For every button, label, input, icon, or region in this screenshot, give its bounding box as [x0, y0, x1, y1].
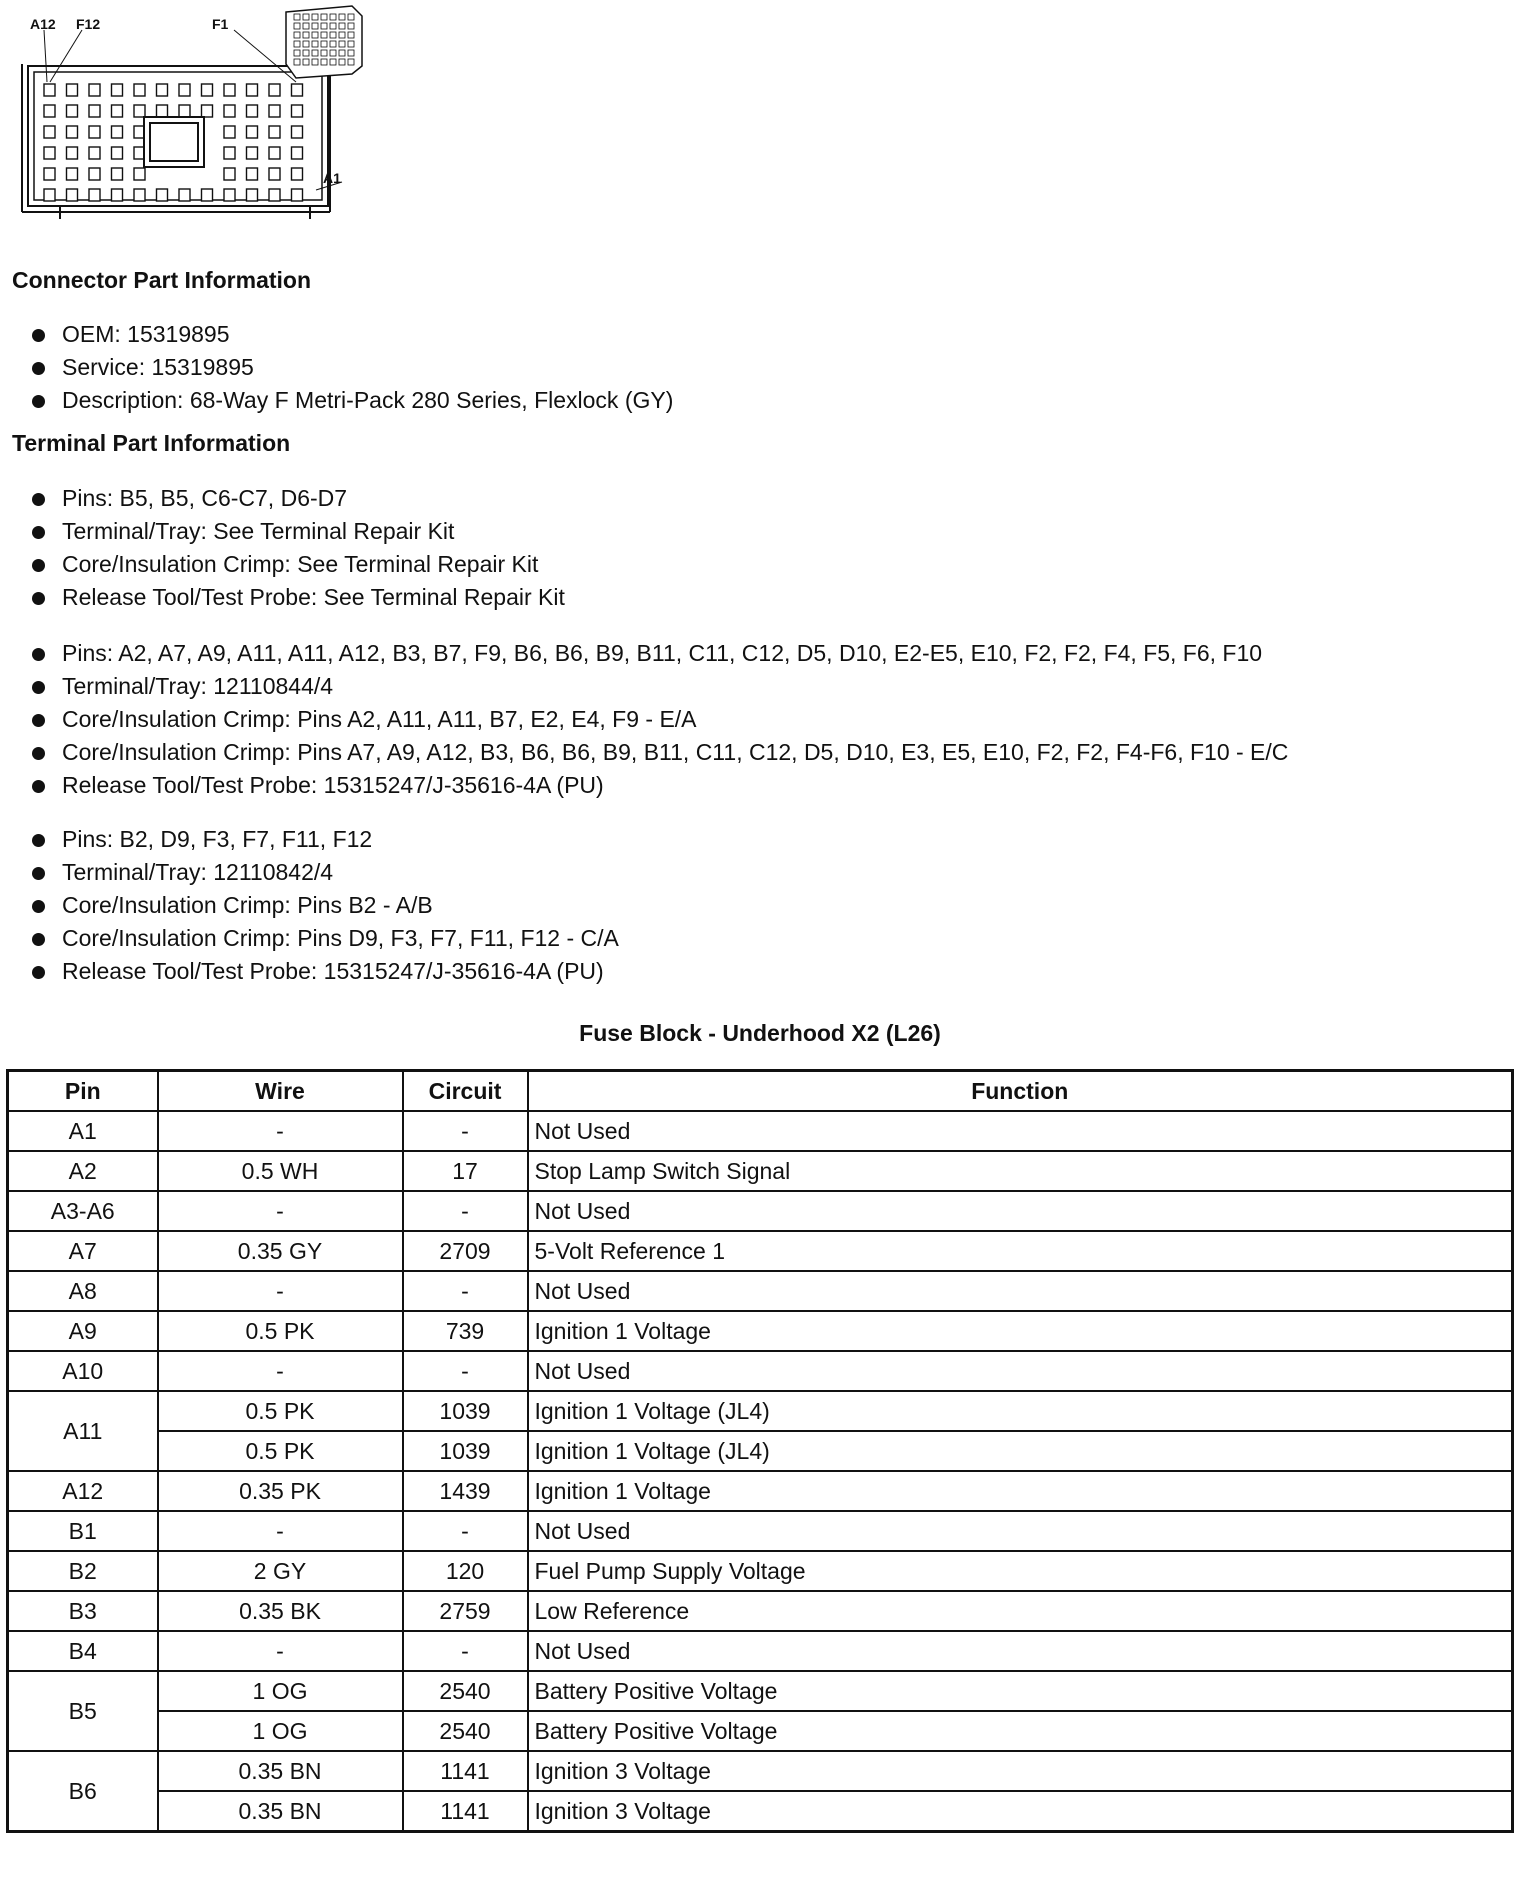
cell-circuit: 1039 [403, 1431, 528, 1471]
header-pin: Pin [8, 1071, 158, 1112]
cell-circuit: 2540 [403, 1671, 528, 1711]
terminal-cavity [157, 105, 168, 117]
cell-circuit: 1141 [403, 1791, 528, 1832]
terminal-cavity [134, 189, 145, 201]
header-function: Function [528, 1071, 1513, 1112]
cell-function: 5-Volt Reference 1 [528, 1231, 1513, 1271]
terminal-cavity [292, 105, 303, 117]
list-item: Core/Insulation Crimp: Pins A2, A11, A11, B7, E2, E4, F9 - E/A [30, 703, 1288, 736]
cell-circuit: 1141 [403, 1751, 528, 1791]
table-row [8, 1151, 1513, 1191]
list-item: Release Tool/Test Probe: See Terminal Repair Kit [30, 581, 565, 614]
terminal-cavity [269, 105, 280, 117]
terminal-cavity [202, 189, 213, 201]
table-title: Fuse Block - Underhood X2 (L26) [579, 1020, 941, 1046]
cell-function: Ignition 1 Voltage (JL4) [528, 1431, 1513, 1471]
cell-circuit: 1039 [403, 1391, 528, 1431]
table-row [8, 1511, 1513, 1551]
table-header-row [8, 1071, 1513, 1112]
terminal-cavity [44, 105, 55, 117]
cell-wire: 0.5 PK [158, 1391, 403, 1431]
list-item: Core/Insulation Crimp: See Terminal Repair Kit [30, 548, 565, 581]
cell-wire: 1 OG [158, 1671, 403, 1711]
table-row [8, 1711, 1513, 1751]
table-row [8, 1271, 1513, 1311]
list-item: Terminal/Tray: 12110842/4 [30, 856, 619, 889]
terminal-cavity [112, 84, 123, 96]
terminal-cavity [67, 84, 78, 96]
table-row [8, 1191, 1513, 1231]
cell-function: Not Used [528, 1351, 1513, 1391]
terminal-cavity [44, 84, 55, 96]
terminal-cavity [224, 147, 235, 159]
terminal-cavity [89, 126, 100, 138]
cell-circuit: 739 [403, 1311, 528, 1351]
cell-function: Battery Positive Voltage [528, 1671, 1513, 1711]
terminal-cavity [89, 105, 100, 117]
table-row [8, 1591, 1513, 1631]
terminal-cavity [247, 126, 258, 138]
cell-wire: 0.5 PK [158, 1431, 403, 1471]
list-item: Terminal/Tray: See Terminal Repair Kit [30, 515, 565, 548]
terminal-cavity [292, 84, 303, 96]
terminal-cavity [269, 189, 280, 201]
table-row [8, 1311, 1513, 1351]
cell-circuit: - [403, 1511, 528, 1551]
cell-wire: 2 GY [158, 1551, 403, 1591]
cell-function: Low Reference [528, 1591, 1513, 1631]
table-row [8, 1751, 1513, 1791]
terminal-cavity [269, 84, 280, 96]
terminal-cavity [112, 189, 123, 201]
terminal-cavity [224, 84, 235, 96]
label-f12: F12 [76, 16, 101, 32]
cell-pin: B1 [8, 1511, 158, 1551]
cell-circuit: - [403, 1271, 528, 1311]
cell-function: Stop Lamp Switch Signal [528, 1151, 1513, 1191]
terminal-cavity [292, 189, 303, 201]
cell-circuit: 2709 [403, 1231, 528, 1271]
list-item: Terminal/Tray: 12110844/4 [30, 670, 1288, 703]
table-row [8, 1551, 1513, 1591]
cell-function: Ignition 1 Voltage (JL4) [528, 1391, 1513, 1431]
label-f1: F1 [212, 16, 229, 32]
cell-circuit: - [403, 1631, 528, 1671]
cell-pin: A8 [8, 1271, 158, 1311]
cell-wire: - [158, 1111, 403, 1151]
terminal-cavity [157, 189, 168, 201]
cell-pin: B5 [8, 1671, 158, 1751]
cell-pin: B4 [8, 1631, 158, 1671]
cell-wire: 0.5 WH [158, 1151, 403, 1191]
terminal-cavity [44, 147, 55, 159]
connector-diagram [20, 4, 390, 219]
terminal-cavity [247, 84, 258, 96]
terminal-cavity [269, 147, 280, 159]
cell-pin: A11 [8, 1391, 158, 1471]
terminal-cavity [269, 168, 280, 180]
cell-pin: A2 [8, 1151, 158, 1191]
cell-pin: B3 [8, 1591, 158, 1631]
table-row [8, 1391, 1513, 1431]
terminal-cavity [67, 105, 78, 117]
cell-circuit: - [403, 1191, 528, 1231]
terminal-cavity [292, 168, 303, 180]
terminal-cavity [202, 84, 213, 96]
list-item: Core/Insulation Crimp: Pins A7, A9, A12, B3, B6, B6, B9, B11, C11, C12, D5, D10, E3, E5, E10, F2, F2, F4-F6, F10 - E/C [30, 736, 1288, 769]
terminal-cavity [179, 105, 190, 117]
cell-circuit: 120 [403, 1551, 528, 1591]
terminal-cavity [224, 126, 235, 138]
terminal-cavity [247, 189, 258, 201]
terminal-group-1 [30, 482, 565, 614]
cell-circuit: - [403, 1111, 528, 1151]
cell-circuit: 2540 [403, 1711, 528, 1751]
cell-function: Not Used [528, 1191, 1513, 1231]
terminal-cavity [224, 105, 235, 117]
terminal-cavity [134, 84, 145, 96]
cell-wire: - [158, 1271, 403, 1311]
table-row [8, 1231, 1513, 1271]
table-row [8, 1471, 1513, 1511]
cell-wire: - [158, 1191, 403, 1231]
terminal-cavity [89, 189, 100, 201]
label-a12: A12 [30, 16, 56, 32]
cell-pin: A9 [8, 1311, 158, 1351]
terminal-cavity [292, 147, 303, 159]
terminal-cavity [89, 168, 100, 180]
connector-info-list [30, 318, 673, 417]
terminal-cavity [224, 168, 235, 180]
terminal-cavity [67, 168, 78, 180]
cell-wire: 0.35 PK [158, 1471, 403, 1511]
cell-wire: 1 OG [158, 1711, 403, 1751]
terminal-cavity [112, 105, 123, 117]
list-item: Description: 68-Way F Metri-Pack 280 Series, Flexlock (GY) [30, 384, 673, 417]
terminal-cavity [269, 126, 280, 138]
terminal-cavity [44, 189, 55, 201]
table-row [8, 1791, 1513, 1832]
table-row [8, 1431, 1513, 1471]
terminal-cavity [112, 168, 123, 180]
terminal-cavity [179, 189, 190, 201]
cell-circuit: 17 [403, 1151, 528, 1191]
cell-function: Ignition 3 Voltage [528, 1751, 1513, 1791]
list-item: Release Tool/Test Probe: 15315247/J-35616-4A (PU) [30, 769, 1288, 802]
cell-pin: B6 [8, 1751, 158, 1832]
cell-pin: A7 [8, 1231, 158, 1271]
table-row [8, 1671, 1513, 1711]
terminal-group-3 [30, 823, 619, 988]
cell-function: Battery Positive Voltage [528, 1711, 1513, 1751]
cell-wire: - [158, 1511, 403, 1551]
terminal-cavity [44, 126, 55, 138]
terminal-cavity [44, 168, 55, 180]
label-a1: A1 [323, 170, 341, 186]
cell-function: Fuel Pump Supply Voltage [528, 1551, 1513, 1591]
terminal-cavity [134, 105, 145, 117]
header-circuit: Circuit [403, 1071, 528, 1112]
connector-info-title: Connector Part Information [12, 267, 312, 293]
terminal-cavity [134, 168, 145, 180]
connector-face-drawing [20, 4, 390, 219]
list-item: OEM: 15319895 [30, 318, 673, 351]
terminal-cavity [179, 84, 190, 96]
list-item: Core/Insulation Crimp: Pins D9, F3, F7, F11, F12 - C/A [30, 922, 619, 955]
table-row [8, 1351, 1513, 1391]
cell-function: Ignition 1 Voltage [528, 1311, 1513, 1351]
list-item: Release Tool/Test Probe: 15315247/J-35616-4A (PU) [30, 955, 619, 988]
list-item: Pins: B2, D9, F3, F7, F11, F12 [30, 823, 619, 856]
terminal-info-title: Terminal Part Information [12, 430, 291, 456]
cell-wire: 0.35 BK [158, 1591, 403, 1631]
terminal-cavity [112, 147, 123, 159]
list-item: Pins: B5, B5, C6-C7, D6-D7 [30, 482, 565, 515]
cell-circuit: 1439 [403, 1471, 528, 1511]
terminal-cavity [157, 84, 168, 96]
terminal-cavity [247, 105, 258, 117]
terminal-cavity [89, 147, 100, 159]
cell-wire: 0.5 PK [158, 1311, 403, 1351]
cell-function: Not Used [528, 1631, 1513, 1671]
cell-function: Ignition 3 Voltage [528, 1791, 1513, 1832]
terminal-cavity [112, 126, 123, 138]
cell-function: Not Used [528, 1511, 1513, 1551]
pin-table [6, 1069, 1514, 1833]
list-item: Core/Insulation Crimp: Pins B2 - A/B [30, 889, 619, 922]
cell-wire: - [158, 1631, 403, 1671]
list-item: Service: 15319895 [30, 351, 673, 384]
cell-wire: 0.35 GY [158, 1231, 403, 1271]
cell-circuit: 2759 [403, 1591, 528, 1631]
terminal-cavity [89, 84, 100, 96]
cell-wire: 0.35 BN [158, 1751, 403, 1791]
cell-function: Ignition 1 Voltage [528, 1471, 1513, 1511]
terminal-cavity [67, 126, 78, 138]
table-row [8, 1111, 1513, 1151]
cell-pin: A12 [8, 1471, 158, 1511]
table-row [8, 1631, 1513, 1671]
terminal-group-2 [30, 637, 1288, 802]
cell-wire: 0.35 BN [158, 1791, 403, 1832]
list-item: Pins: A2, A7, A9, A11, A11, A12, B3, B7, F9, B6, B6, B9, B11, C11, C12, D5, D10, E2-E5, E10, F2, F2, F4, F5, F6, F10 [30, 637, 1288, 670]
header-wire: Wire [158, 1071, 403, 1112]
cell-pin: B2 [8, 1551, 158, 1591]
cell-pin: A1 [8, 1111, 158, 1151]
cell-pin: A3-A6 [8, 1191, 158, 1231]
terminal-cavity [224, 189, 235, 201]
terminal-cavity [292, 126, 303, 138]
terminal-cavity [247, 147, 258, 159]
terminal-cavity [247, 168, 258, 180]
cell-function: Not Used [528, 1111, 1513, 1151]
cell-wire: - [158, 1351, 403, 1391]
terminal-cavity [67, 189, 78, 201]
cell-function: Not Used [528, 1271, 1513, 1311]
cell-pin: A10 [8, 1351, 158, 1391]
terminal-cavity [67, 147, 78, 159]
terminal-cavity [202, 105, 213, 117]
cell-circuit: - [403, 1351, 528, 1391]
